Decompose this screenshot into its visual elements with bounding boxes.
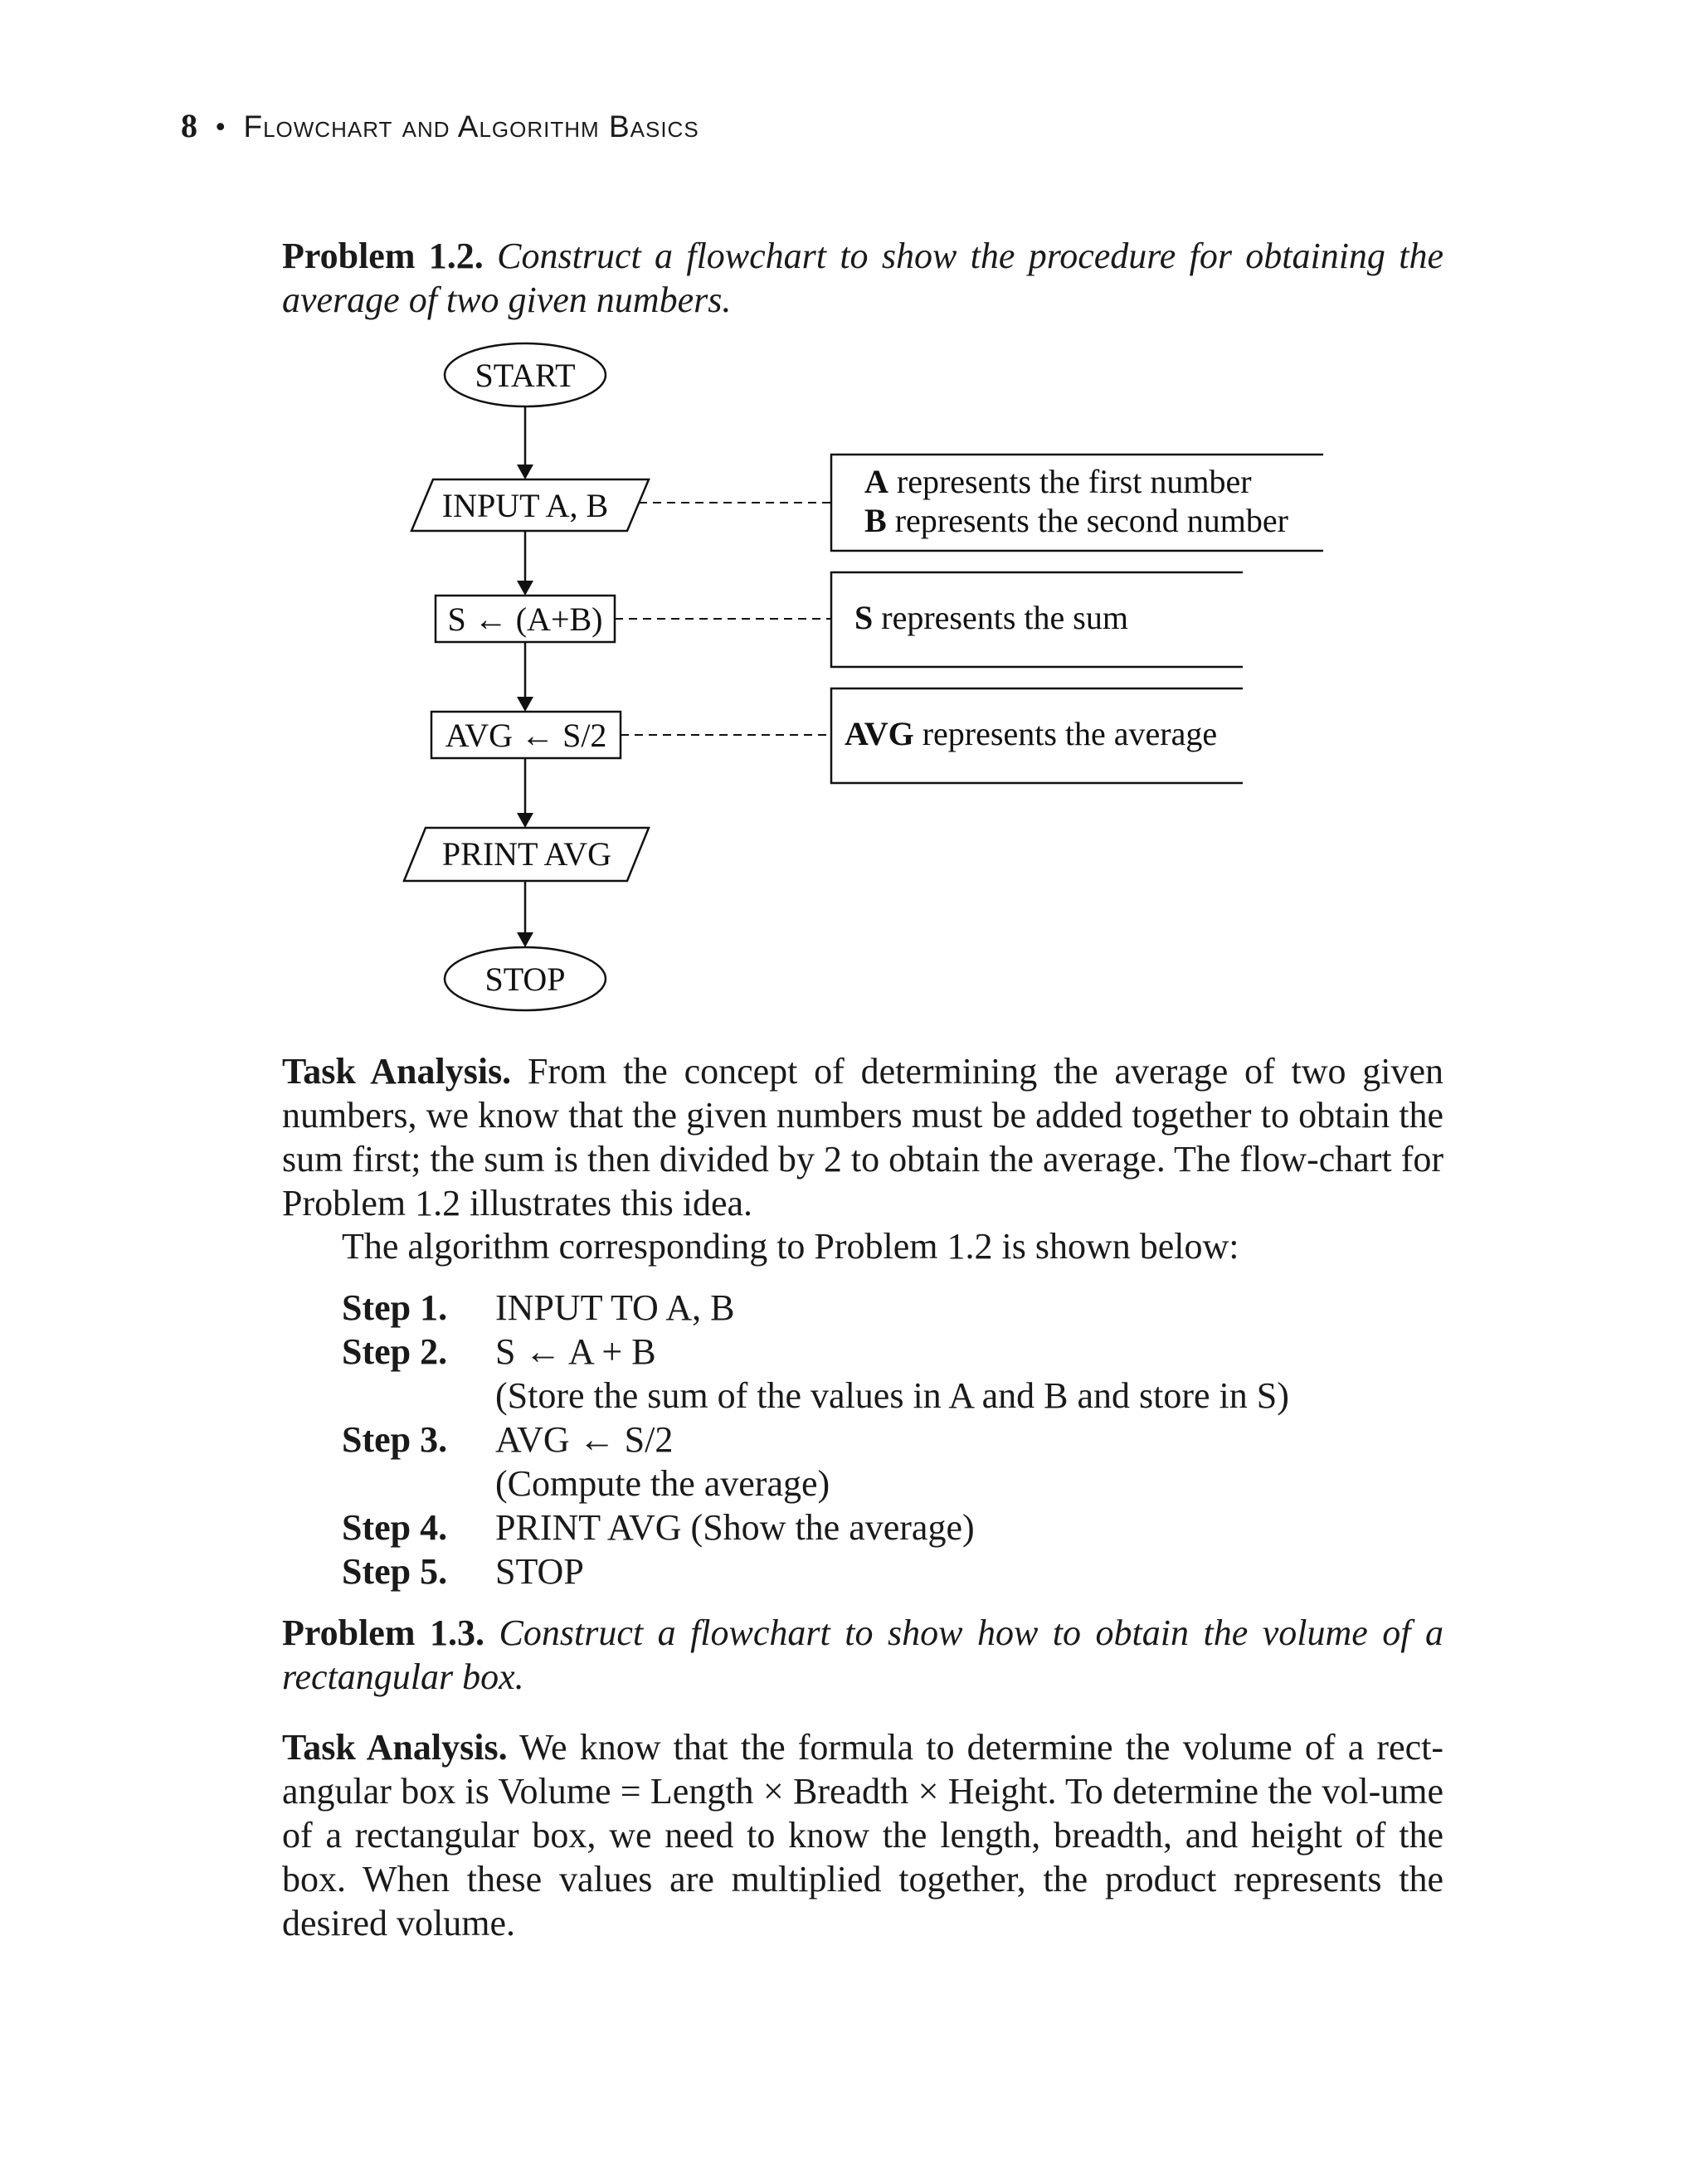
arrow-head <box>517 581 533 596</box>
algorithm-intro: The algorithm corresponding to Problem 1.2 is shown below: <box>342 1226 1239 1267</box>
step-body <box>495 1286 1289 1330</box>
start-label: START <box>475 357 576 394</box>
note-a-text: represents the first number <box>888 463 1252 500</box>
problem-1-2-statement: Construct a flowchart to show the procedure for obtaining the average of two given numbers. <box>282 236 1444 320</box>
note-b-bold: B <box>864 502 887 539</box>
arrow-head <box>517 932 533 947</box>
step-line: STOP <box>495 1551 584 1592</box>
print-label: PRINT AVG <box>441 835 612 873</box>
step-label: Step 1. <box>342 1287 448 1328</box>
step-line: (Compute the average) <box>495 1463 830 1504</box>
step-4 <box>342 1505 1289 1549</box>
note-b <box>864 502 1288 539</box>
step-body <box>495 1330 1289 1418</box>
note-s-bold: S <box>854 599 874 636</box>
step-2 <box>342 1330 1289 1418</box>
page-number: 8 <box>181 107 198 144</box>
sum-label: S ← (A+B) <box>447 601 603 638</box>
step-label: Step 3. <box>342 1419 448 1460</box>
header-bullet: • <box>215 110 227 144</box>
arrow-head <box>517 697 533 712</box>
note-a-bold: A <box>864 463 888 500</box>
step-label: Step 5. <box>342 1551 448 1592</box>
step-label: Step 4. <box>342 1507 448 1548</box>
step-body <box>495 1418 1289 1505</box>
algorithm-steps <box>342 1286 1289 1593</box>
avg-label: AVG ← S/2 <box>445 717 607 754</box>
problem-1-3-label: Problem 1.3. <box>282 1612 484 1653</box>
note-b-text: represents the second number <box>886 502 1288 539</box>
step-1 <box>342 1286 1289 1330</box>
task-analysis-1-text: From the concept of determining the average of two given numbers, we know that the given numbers must be added together to obtain the sum first; the sum is then divided by 2 to obtain the average. The flow-chart for Problem 1.2 illustrates this idea. <box>282 1051 1443 1223</box>
arrow-head <box>517 465 533 479</box>
note-a <box>864 463 1252 500</box>
note-avg-text: represents the average <box>913 715 1218 752</box>
step-3 <box>342 1418 1289 1505</box>
task-analysis-1 <box>282 1049 1443 1225</box>
problem-1-2-label: Problem 1.2. <box>282 236 484 276</box>
step-body <box>495 1505 1289 1549</box>
problem-1-3 <box>282 1611 1443 1699</box>
input-label: INPUT A, B <box>441 487 609 524</box>
step-line: INPUT TO A, B <box>495 1287 735 1328</box>
arrow-head <box>517 813 533 828</box>
step-line: (Store the sum of the values in A and B and store in S) <box>495 1375 1289 1416</box>
note-s-text: represents the sum <box>873 599 1128 636</box>
note-avg-bold: AVG <box>845 715 914 752</box>
step-label: Step 2. <box>342 1331 448 1372</box>
step-line: S ← A + B <box>495 1331 656 1372</box>
stop-label: STOP <box>484 961 566 998</box>
note-avg <box>845 715 1217 752</box>
chapter-title: Flowchart and Algorithm Basics <box>243 109 699 143</box>
task-analysis-2-label: Task Analysis. <box>282 1727 508 1768</box>
task-analysis-1-label: Task Analysis. <box>282 1051 512 1092</box>
task-analysis-2 <box>282 1725 1443 1945</box>
problem-1-3-statement: Construct a flowchart to show how to obtain the volume of a rectangular box. <box>282 1612 1443 1697</box>
note-s <box>854 599 1128 636</box>
step-body <box>495 1549 1289 1593</box>
task-analysis-2-text: We know that the formula to determine the volume of a rect-angular box is Volume = Length × Breadth × Height. To determine the vol-ume of a rectangular box, we need to know the length, breadth, and height of the box. When these values are multiplied together, the product represents the desired volume. <box>282 1727 1444 1943</box>
flowchart-diagram <box>0 0 1699 1045</box>
step-5 <box>342 1549 1289 1593</box>
step-line: AVG ← S/2 <box>495 1419 674 1460</box>
step-line: PRINT AVG (Show the average) <box>495 1507 975 1548</box>
